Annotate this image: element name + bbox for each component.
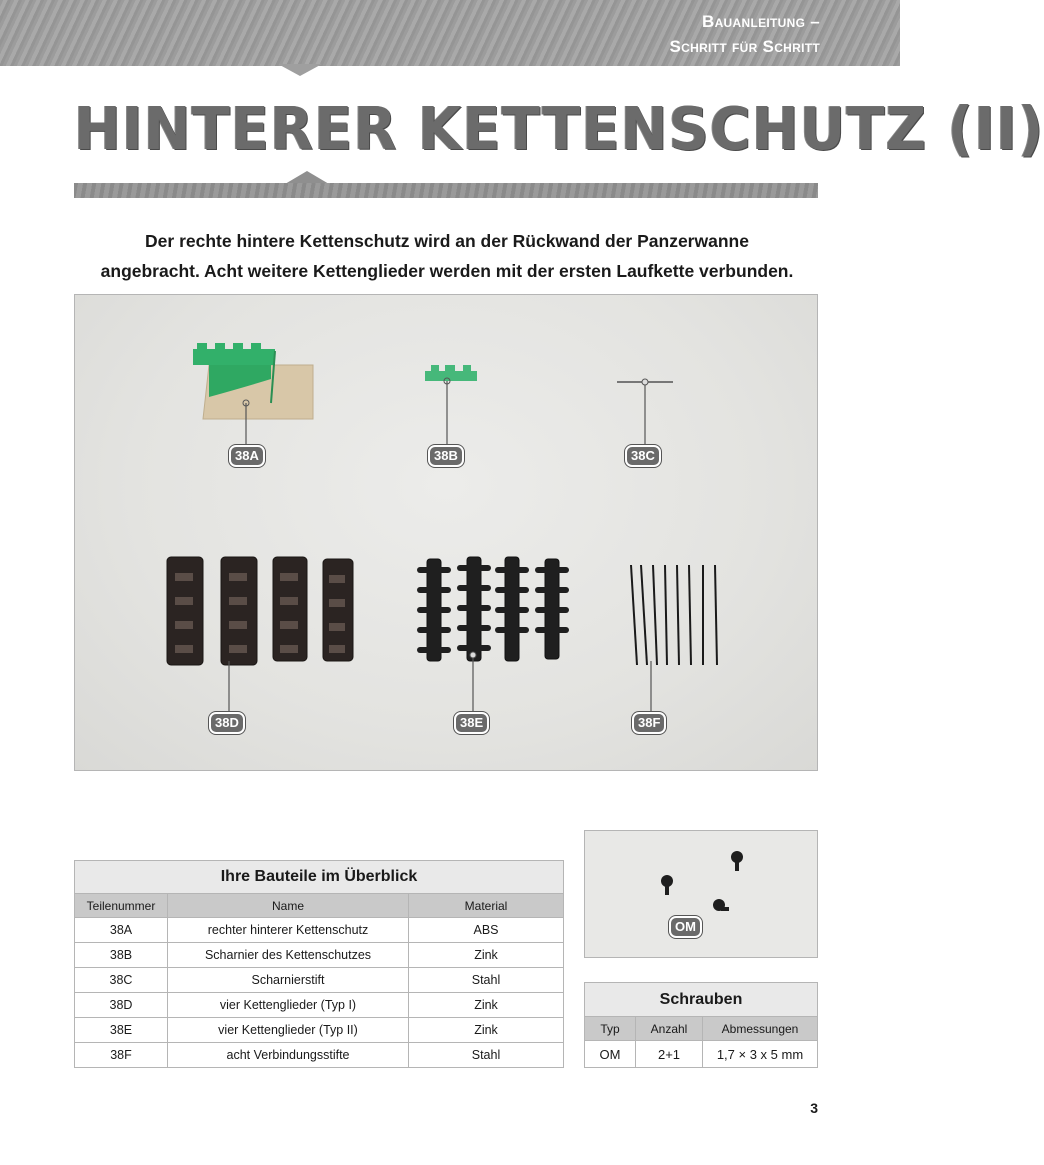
col-header-type: Typ — [585, 1017, 636, 1041]
label-38c: 38C — [625, 445, 661, 467]
parts-table — [74, 860, 564, 1068]
section-header-line2: Schritt für Schritt — [669, 37, 820, 56]
cell-part-number: 38C — [75, 968, 168, 993]
cell-part-number: 38B — [75, 943, 168, 968]
cell-part-number: 38A — [75, 918, 168, 943]
cell-material: Zink — [409, 993, 564, 1018]
cell-dimensions: 1,7 × 3 x 5 mm — [703, 1041, 818, 1068]
cell-material: Stahl — [409, 1043, 564, 1068]
part-38f-illustration — [631, 565, 717, 713]
parts-illustration — [75, 295, 819, 772]
part-38d-illustration — [167, 557, 353, 713]
cell-name: vier Kettenglieder (Typ II) — [168, 1018, 409, 1043]
cell-type: OM — [585, 1041, 636, 1068]
table-row — [75, 993, 564, 1018]
cell-material: Zink — [409, 1018, 564, 1043]
cell-material: Zink — [409, 943, 564, 968]
parts-photo — [74, 294, 818, 771]
cell-material: Stahl — [409, 968, 564, 993]
screws-photo — [584, 830, 818, 958]
page-number: 3 — [810, 1100, 818, 1116]
part-38a-illustration — [193, 343, 313, 447]
table-row — [75, 918, 564, 943]
cell-name: acht Verbindungsstifte — [168, 1043, 409, 1068]
col-header-material: Material — [409, 894, 564, 918]
cell-material: ABS — [409, 918, 564, 943]
table-row — [75, 943, 564, 968]
label-38e: 38E — [454, 712, 489, 734]
cell-part-number: 38F — [75, 1043, 168, 1068]
label-om: OM — [669, 916, 702, 938]
label-38a: 38A — [229, 445, 265, 467]
table-row — [75, 1043, 564, 1068]
cell-name: vier Kettenglieder (Typ I) — [168, 993, 409, 1018]
cell-quantity: 2+1 — [636, 1041, 703, 1068]
part-38c-illustration — [617, 379, 673, 447]
page-title: HINTERER KETTENSCHUTZ (II) — [74, 95, 1044, 164]
table-row — [75, 968, 564, 993]
label-38b: 38B — [428, 445, 464, 467]
col-header-dimensions: Abmessungen — [703, 1017, 818, 1041]
table-row — [75, 1018, 564, 1043]
screws-table-caption: Schrauben — [585, 983, 818, 1017]
screws-table — [584, 982, 818, 1068]
cell-name: rechter hinterer Kettenschutz — [168, 918, 409, 943]
col-header-quantity: Anzahl — [636, 1017, 703, 1041]
col-header-name: Name — [168, 894, 409, 918]
screws-illustration — [585, 831, 819, 959]
table-row — [585, 1041, 818, 1068]
section-header-line1: Bauanleitung – — [702, 12, 820, 31]
cell-name: Scharnier des Kettenschutzes — [168, 943, 409, 968]
intro-line-1: Der rechte hintere Kettenschutz wird an der Rückwand der Panzerwanne — [145, 231, 749, 251]
cell-name: Scharnierstift — [168, 968, 409, 993]
header-notch — [278, 64, 322, 76]
col-header-part-number: Teilenummer — [75, 894, 168, 918]
cell-part-number: 38E — [75, 1018, 168, 1043]
title-underline-bar — [74, 183, 818, 198]
label-38f: 38F — [632, 712, 666, 734]
intro-text — [74, 226, 820, 286]
part-38e-illustration — [417, 557, 569, 713]
intro-line-2: angebracht. Acht weitere Kettenglieder werden mit der ersten Laufkette verbunden. — [100, 261, 794, 281]
part-38b-illustration — [425, 365, 477, 447]
cell-part-number: 38D — [75, 993, 168, 1018]
label-38d: 38D — [209, 712, 245, 734]
section-header — [670, 9, 820, 59]
parts-table-caption: Ihre Bauteile im Überblick — [75, 861, 564, 894]
